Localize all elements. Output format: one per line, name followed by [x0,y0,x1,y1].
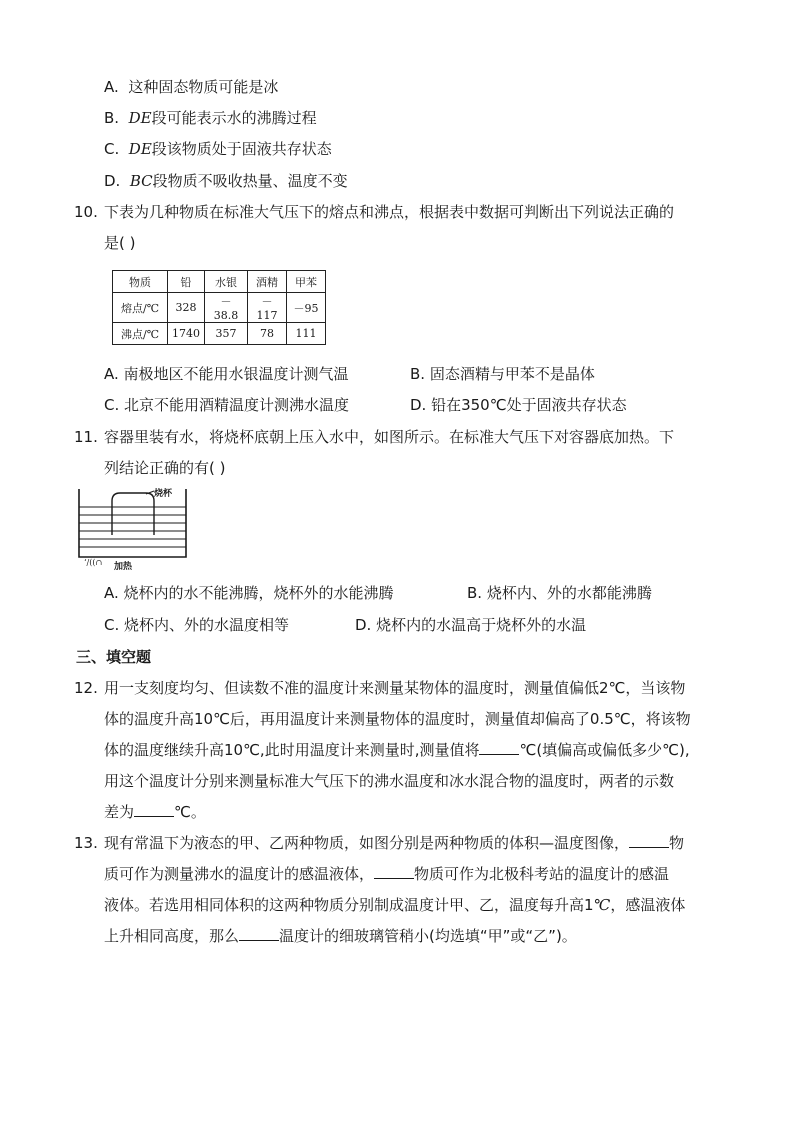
table-cell: －95 [287,293,326,323]
q10-option-a: A. 南极地区不能用水银温度计测气温 [104,365,349,383]
q9-option-d: D. BC段物质不吸收热量、温度不变 [104,172,348,190]
q12-line4: 用这个温度计分别来测量标准大气压下的沸水温度和冰水混合物的温度时，两者的示数 [104,772,675,790]
beaker-label: 烧杯 [154,489,173,499]
table-cell: 357 [205,323,248,345]
q11-option-a: A. 烧杯内的水不能沸腾，烧杯外的水能沸腾 [104,584,394,602]
table-header-cell: 甲苯 [287,271,326,293]
table-cell: 78 [248,323,287,345]
q9-option-c: C. DE段该物质处于固液共存状态 [104,140,332,158]
table-header-cell: 铅 [168,271,205,293]
table-cell: 328 [168,293,205,323]
q12-number: 12. [74,679,98,697]
q13-number: 13. [74,834,98,852]
table-cell: 熔点/℃ [113,293,168,323]
table-row [113,323,326,345]
table-header-cell: 物质 [113,271,168,293]
table-header-cell: 酒精 [248,271,287,293]
flame-icon: ʻ/((∩ [84,558,103,567]
q12-line5: 差为 ℃。 [104,803,206,821]
answer-blank[interactable] [239,926,279,941]
q11-option-d: D. 烧杯内的水温高于烧杯外的水温 [355,616,587,634]
table-cell: 111 [287,323,326,345]
table-cell: 沸点/℃ [113,323,168,345]
answer-blank[interactable] [134,802,174,817]
q12-line2: 体的温度升高10℃后，再用温度计来测量物体的温度时，测量值却偏高了0.5℃，将该物 [104,710,691,728]
q11-option-b: B. 烧杯内、外的水都能沸腾 [467,584,652,602]
q10-number: 10. [74,203,98,221]
beaker-heating-figure [74,485,194,571]
q9-option-b: B. DE段可能表示水的沸腾过程 [104,109,317,127]
table-cell: －38.8 [205,293,248,323]
q10-option-c: C. 北京不能用酒精温度计测沸水温度 [104,396,350,414]
table-cell: 1740 [168,323,205,345]
table-header-cell: 水银 [205,271,248,293]
answer-blank[interactable] [374,864,414,879]
table-cell: －117 [248,293,287,323]
melting-boiling-table [112,270,326,345]
q13-line1: 现有常温下为液态的甲、乙两种物质，如图分别是两种物质的体积—温度图像， 物 [104,834,685,852]
answer-blank[interactable] [629,833,669,848]
q13-line2: 质可作为测量沸水的温度计的感温液体， 物质可作为北极科考站的温度计的感温 [104,865,670,883]
answer-blank[interactable] [479,740,519,755]
q10-stem-line1: 下表为几种物质在标准大气压下的熔点和沸点，根据表中数据可判断出下列说法正确的 [104,203,675,221]
q11-option-c: C. 烧杯内、外的水温度相等 [104,616,290,634]
q13-line3: 液体。若选用相同体积的这两种物质分别制成温度计甲、乙，温度每升高1℃，感温液体 [104,896,686,914]
q12-line1: 用一支刻度均匀、但读数不准的温度计来测量某物体的温度时，测量值偏低2℃，当该物 [104,679,686,697]
q11-number: 11. [74,428,98,446]
section-title: 三、填空题 [76,648,152,666]
q13-line4: 上升相同高度，那么 温度计的细玻璃管稍小(均选填“甲”或“乙”)。 [104,927,577,945]
q10-option-d: D. 铅在350℃处于固液共存状态 [410,396,627,414]
q10-option-b: B. 固态酒精与甲苯不是晶体 [410,365,595,383]
table-row [113,293,326,323]
table-header-row [113,271,326,293]
q11-stem-line1: 容器里装有水，将烧杯底朝上压入水中，如图所示。在标准大气压下对容器底加热。下 [104,428,675,446]
q9-option-a: A. 这种固态物质可能是冰 [104,78,279,96]
q12-line3: 体的温度继续升高10℃,此时用温度计来测量时,测量值将 ℃(填偏高或偏低多少℃), [104,741,690,759]
q11-stem-line2: 列结论正确的有( ) [104,459,226,477]
q10-stem-line2: 是( ) [104,234,136,252]
heat-label: 加热 [114,562,133,571]
